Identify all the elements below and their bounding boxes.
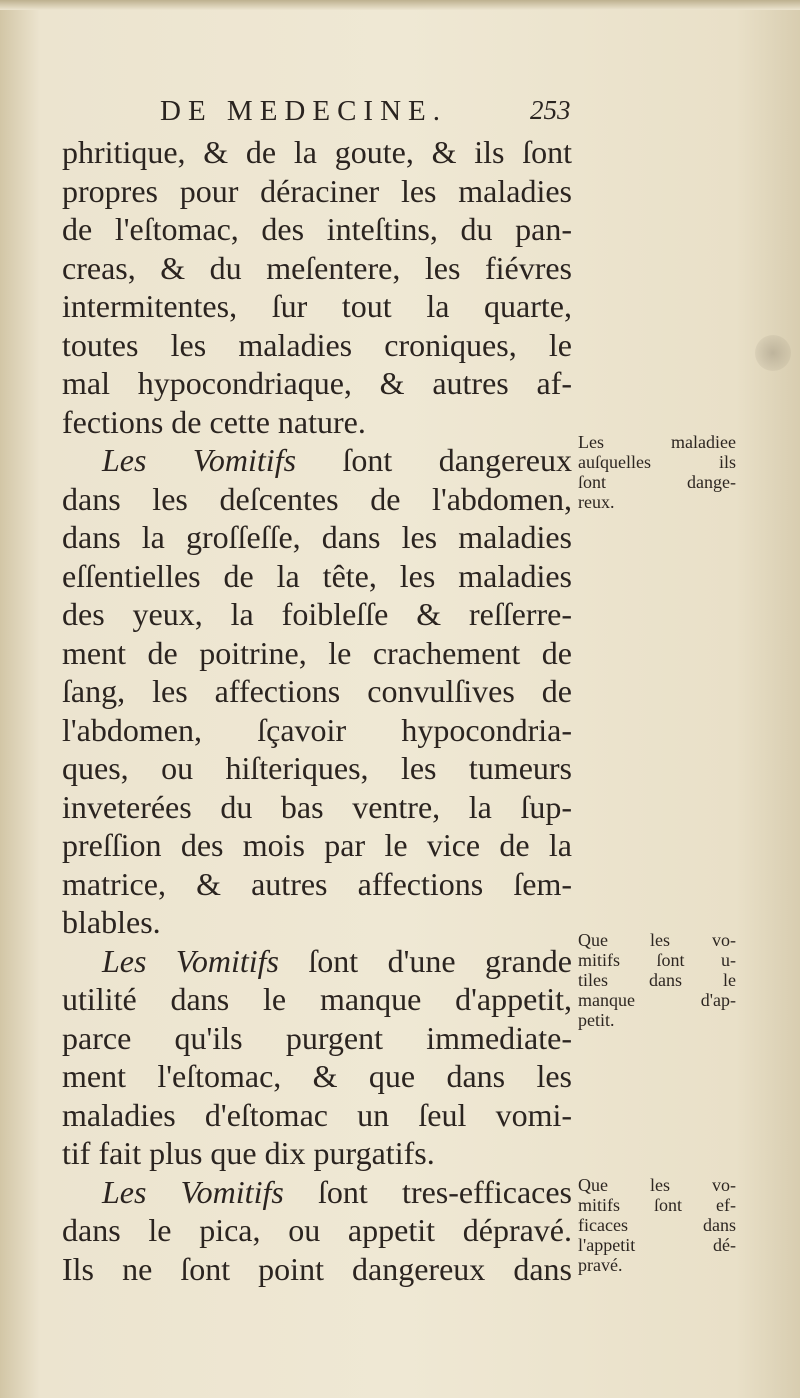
text-line: phritique, & de la goute, & ils ſont (62, 134, 572, 170)
text-line: ment de poitrine, le crachement de (62, 634, 572, 671)
text-line: ment l'eſtomac, & que dans les (62, 1058, 572, 1094)
margin-note-line: pravé. (578, 1255, 623, 1275)
italic-lead-words: Les Vomitifs (102, 942, 279, 979)
text-line: de l'eſtomac, des inteſtins, du pan- (62, 211, 572, 247)
text-line: utilité dans le manque d'appetit, (62, 981, 572, 1017)
margin-note-pica (578, 1175, 736, 1275)
text-line: parce qu'ils purgent immediate- (62, 1019, 572, 1056)
margin-note-line: manque d'ap- (578, 990, 736, 1010)
margin-note-line: tiles dans le (578, 970, 736, 990)
margin-note-line: ſont dange- (578, 472, 736, 492)
page-number: 253 (530, 95, 571, 125)
text-line: dans les deſcentes de l'abdomen, (62, 480, 572, 517)
text-line: ſang, les affections convulſives de (62, 673, 572, 709)
text-line: propres pour déraciner les maladies (62, 172, 572, 209)
text-line: fections de cette nature. (62, 403, 366, 440)
text-line: matrice, & autres affections ſem- (62, 865, 572, 902)
body-text (62, 133, 572, 1288)
italic-lead-words: Les Vomitifs (102, 1173, 284, 1210)
margin-note-dangers (578, 432, 736, 512)
paragraph-start-line: Les Vomitifs ſont dangereux (102, 442, 573, 478)
margin-note-line: reux. (578, 492, 615, 512)
margin-note-line: mitifs ſont u- (578, 950, 736, 970)
margin-note-line: Les maladiee (578, 432, 736, 452)
margin-note-appetite (578, 930, 736, 1030)
running-head-title: DE MEDECINE. (160, 95, 447, 127)
margin-note-line: ficaces dans (578, 1215, 736, 1235)
paragraph-start-line: Les Vomitifs ſont d'une grande (102, 942, 573, 979)
text-line: preſſion des mois par le vice de la (62, 827, 572, 863)
text-line: toutes les maladies croniques, le (62, 326, 572, 363)
text-line: creas, & du meſentere, les fiévres (62, 249, 572, 286)
running-head (0, 95, 800, 135)
margin-note-line: Que les vo- (578, 1175, 736, 1195)
text-line: des yeux, la foibleſſe & reſſerre- (62, 596, 572, 632)
text-line: inveterées du bas ventre, la ſup- (62, 788, 572, 825)
page-top-edge (0, 0, 800, 10)
paragraph-start-line: Les Vomitifs ſont tres-efficaces (102, 1173, 573, 1210)
text-line: Ils ne ſont point dangereux dans (62, 1250, 572, 1287)
paper-stain (755, 335, 791, 371)
margin-note-line: petit. (578, 1010, 615, 1030)
text-line: blables. (62, 904, 161, 940)
text-line: mal hypocondriaque, & autres af- (62, 365, 572, 401)
margin-note-line: auſquelles ils (578, 452, 736, 472)
text-line: maladies d'eſtomac un ſeul vomi- (62, 1096, 572, 1133)
text-line: eſſentielles de la tête, les maladies (62, 557, 572, 594)
text-line: tif fait plus que dix purgatifs. (62, 1135, 435, 1171)
italic-lead-words: Les Vomitifs (102, 442, 297, 478)
text-line: dans le pica, ou appetit dépravé. (62, 1212, 572, 1248)
text-line: ques, ou hiſteriques, les tumeurs (62, 750, 572, 786)
text-line: l'abdomen, ſçavoir hypocondria- (62, 711, 572, 748)
margin-note-line: l'appetit dé- (578, 1235, 736, 1255)
text-line: intermitentes, ſur tout la quarte, (62, 288, 572, 324)
margin-note-line: mitifs ſont ef- (578, 1195, 736, 1215)
text-line: dans la groſſeſſe, dans les maladies (62, 519, 572, 555)
margin-note-line: Que les vo- (578, 930, 736, 950)
